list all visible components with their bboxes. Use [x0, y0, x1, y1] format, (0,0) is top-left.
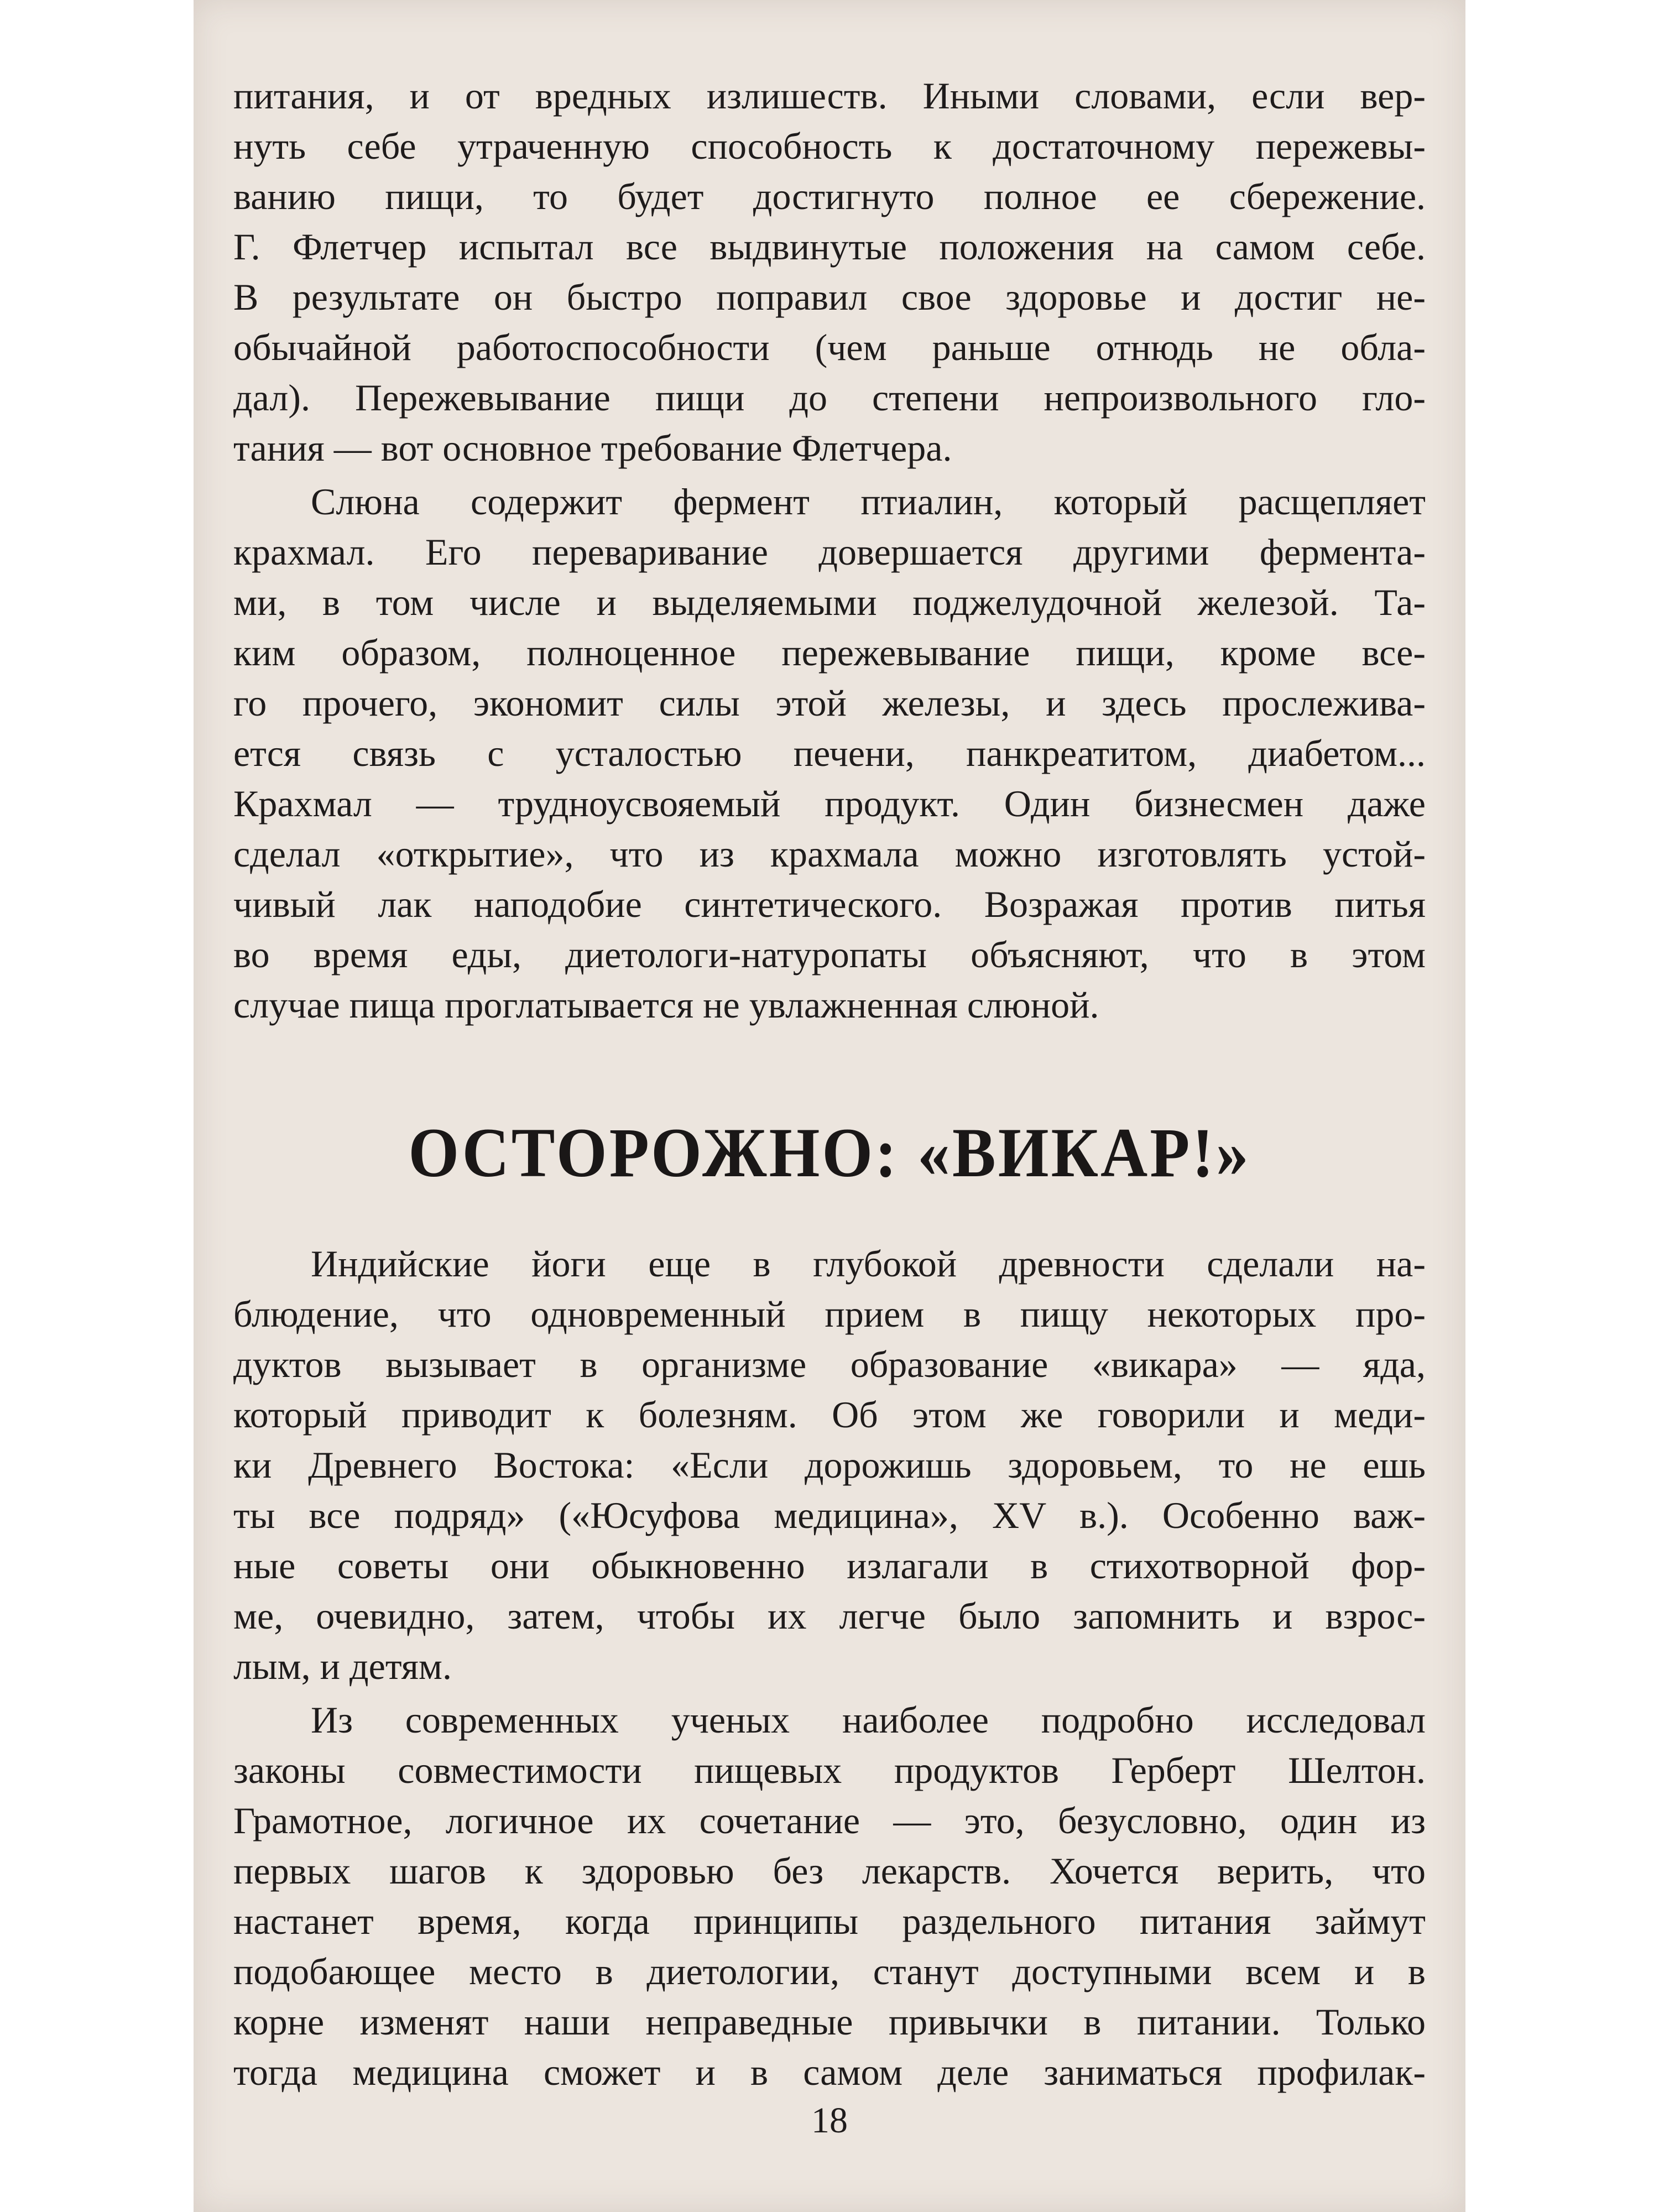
paragraph-fletcher: [233, 71, 1426, 473]
text-line: Слюна содержит фермент птиалин, который расщепляет: [311, 481, 1426, 523]
text-line: ванию пищи, то будет достигнуто полное ее сбережение.: [233, 175, 1426, 217]
text-line: чивый лак наподобие синтетического. Возражая против питья: [233, 883, 1426, 925]
text-line: Из современных ученых наиболее подробно исследовал: [311, 1699, 1426, 1741]
page-number: 18: [811, 2100, 848, 2141]
text-line: В результате он быстро поправил свое здоровье и достиг не-: [233, 276, 1426, 318]
text-line: дал). Пережевывание пищи до степени непроизвольного гло-: [233, 377, 1426, 419]
text-line: тогда медицина сможет и в самом деле заниматься профилак-: [233, 2051, 1426, 2093]
text-line: ми, в том числе и выделяемыми поджелудочной железой. Та-: [233, 581, 1426, 623]
text-line: сделал «открытие», что из крахмала можно изготовлять устой-: [233, 833, 1426, 875]
text-line: крахмал. Его переваривание довершается другими фермента-: [233, 531, 1426, 573]
text-line: случае пища проглатывается не увлажненная слюной.: [233, 984, 1099, 1026]
text-line: который приводит к болезням. Об этом же говорили и меди-: [233, 1394, 1426, 1436]
text-line: подобающее место в диетологии, станут доступными всем и в: [233, 1950, 1426, 1992]
text-line: питания, и от вредных излишеств. Иными словами, если вер-: [233, 75, 1426, 117]
text-line: настанет время, когда принципы раздельного питания займут: [233, 1900, 1426, 1942]
text-line: Г. Флетчер испытал все выдвинутые положения на самом себе.: [233, 226, 1426, 268]
text-line: лым, и детям.: [233, 1645, 452, 1687]
text-line: ты все подряд» («Юсуфова медицина», XV в.). Особенно важ-: [233, 1494, 1426, 1536]
paragraph-shelton: [233, 1695, 1426, 2098]
text-line: во время еды, диетологи-натуропаты объясняют, что в этом: [233, 933, 1426, 975]
text-line: ме, очевидно, затем, чтобы их легче было запомнить и взрос-: [233, 1595, 1426, 1637]
text-line: законы совместимости пищевых продуктов Герберт Шелтон.: [233, 1749, 1426, 1791]
text-line: нуть себе утраченную способность к достаточному пережевы-: [233, 125, 1426, 167]
paragraph-yogis: [233, 1239, 1426, 1692]
text-line: ется связь с усталостью печени, панкреатитом, диабетом...: [233, 732, 1426, 774]
paragraph-saliva: [233, 477, 1426, 1030]
text-line: Индийские йоги еще в глубокой древности сделали на-: [311, 1243, 1426, 1285]
text-line: тания — вот основное требование Флетчера.: [233, 427, 952, 469]
text-line: блюдение, что одновременный прием в пищу некоторых про-: [233, 1293, 1426, 1335]
text-line: ким образом, полноценное пережевывание пищи, кроме все-: [233, 632, 1426, 674]
text-line: Грамотное, логичное их сочетание — это, безусловно, один из: [233, 1799, 1426, 1841]
section-heading: ОСТОРОЖНО: «ВИКАР!»: [408, 1113, 1251, 1192]
text-line: Крахмал — трудноусвояемый продукт. Один бизнесмен даже: [233, 782, 1426, 825]
text-line: первых шагов к здоровью без лекарств. Хочется верить, что: [233, 1850, 1426, 1892]
book-page: [194, 0, 1465, 2212]
text-line: корне изменят наши неправедные привычки в питании. Только: [233, 2001, 1426, 2043]
text-line: ные советы они обыкновенно излагали в стихотворной фор-: [233, 1545, 1426, 1587]
text-line: го прочего, экономит силы этой железы, и здесь прослежива-: [233, 682, 1426, 724]
text-line: ки Древнего Востока: «Если дорожишь здоровьем, то не ешь: [233, 1444, 1426, 1486]
text-line: обычайной работоспособности (чем раньше отнюдь не обла-: [233, 326, 1426, 368]
text-line: дуктов вызывает в организме образование «викара» — яда,: [233, 1343, 1426, 1385]
